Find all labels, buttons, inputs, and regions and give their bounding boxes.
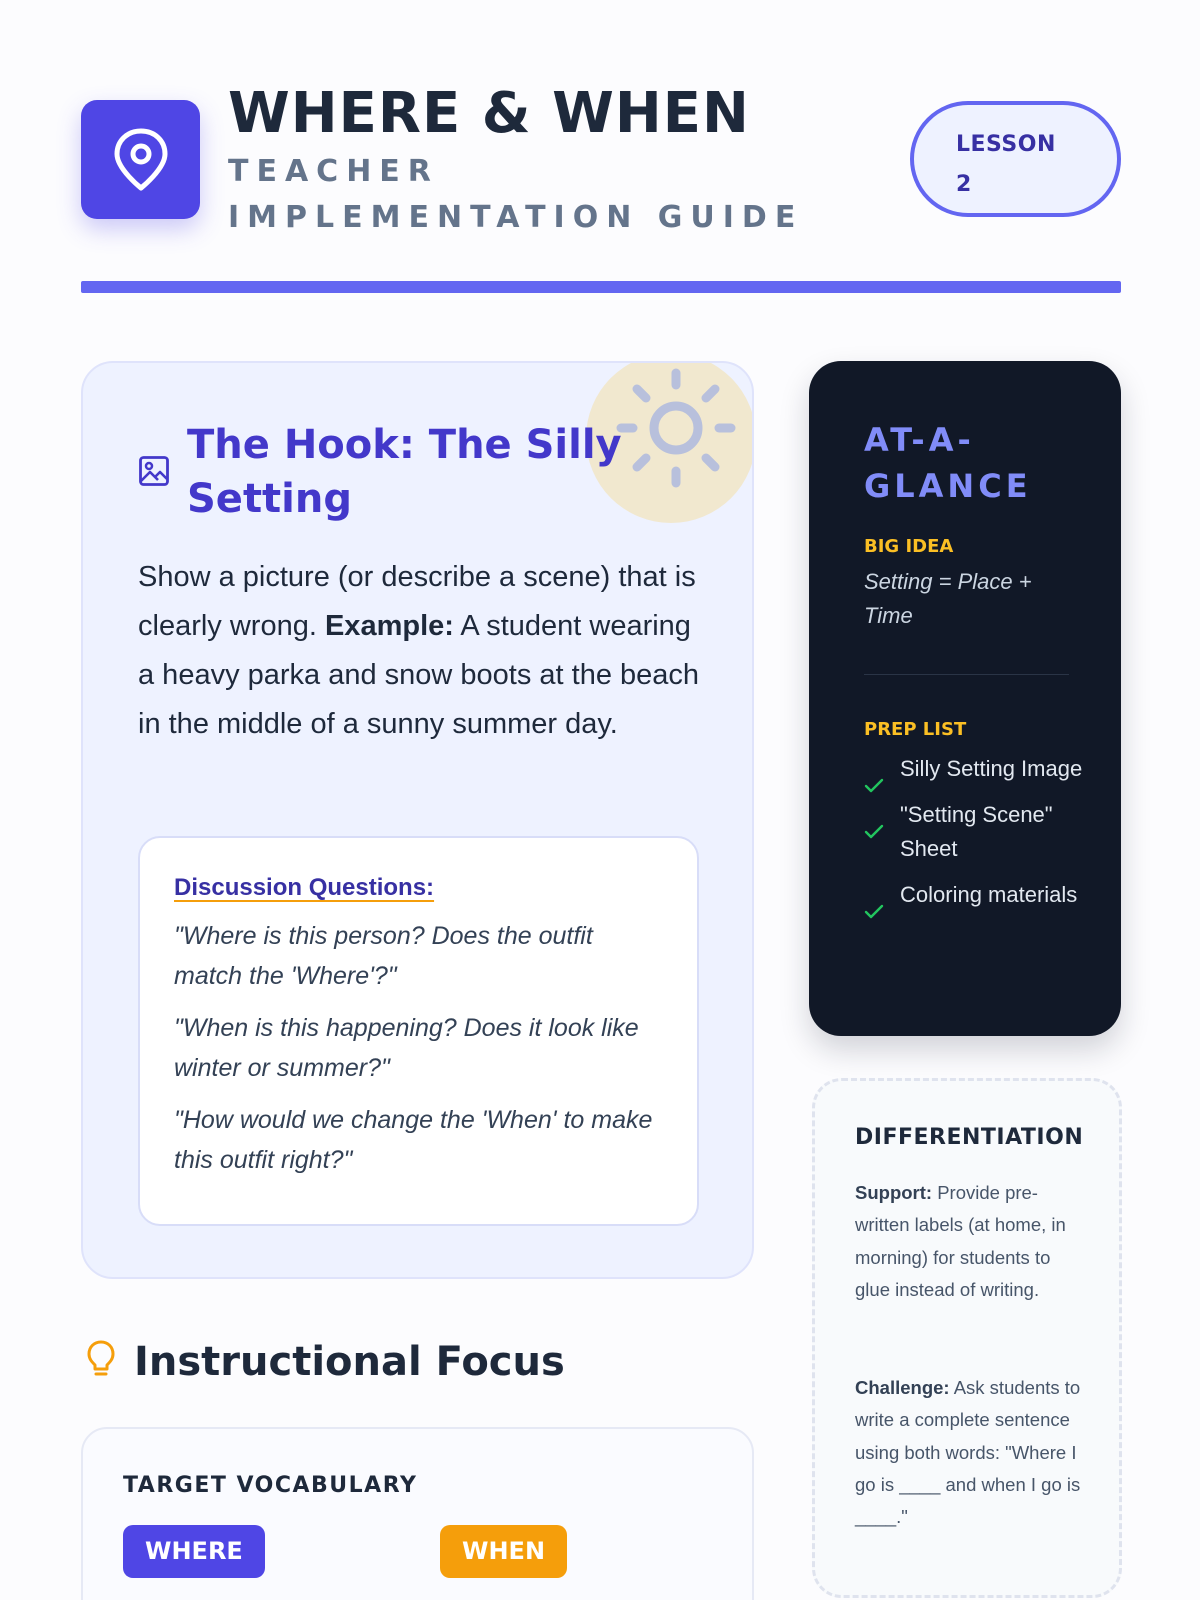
differentiation-card <box>812 1078 1122 1598</box>
discussion-question: "Where is this person? Does the outfit match the 'Where'?" <box>174 922 593 990</box>
hook-card <box>81 361 754 1279</box>
lesson-label: LESSON <box>956 132 1056 157</box>
prep-list-item <box>864 798 1104 866</box>
lesson-badge <box>910 101 1121 217</box>
at-a-glance-card <box>809 361 1121 1036</box>
target-vocabulary-title: TARGET VOCABULARY <box>123 1473 418 1498</box>
image-icon <box>138 455 170 487</box>
prep-item-text: Silly Setting Image <box>900 756 1083 781</box>
prep-item-text: Coloring materials <box>900 882 1078 907</box>
prep-list-label: PREP LIST <box>864 719 967 740</box>
challenge-paragraph <box>855 1372 1085 1533</box>
prep-list-item <box>864 752 1104 786</box>
glance-divider <box>864 674 1069 675</box>
logo-badge <box>81 100 200 219</box>
at-a-glance-title: AT-A-GLANCE <box>864 421 1032 505</box>
page-subtitle: TEACHER IMPLEMENTATION GUIDE <box>228 154 804 235</box>
prep-list <box>864 752 1104 924</box>
support-label: Support: <box>855 1182 933 1203</box>
discussion-question: "When is this happening? Does it look like winter or summer?" <box>174 1014 639 1082</box>
discussion-questions-box <box>138 836 699 1226</box>
discussion-questions-title: Discussion Questions: <box>174 874 435 901</box>
hook-intro: Show a picture (or describe a scene) that is clearly wrong. <box>138 561 696 642</box>
target-vocabulary-card <box>81 1427 754 1600</box>
lesson-number: 2 <box>956 172 972 197</box>
support-paragraph <box>855 1177 1085 1306</box>
big-idea-label: BIG IDEA <box>864 536 954 557</box>
challenge-text: Ask students to write a complete sentence using both words: "Where I go is ____ and when I go is ____." <box>855 1377 1081 1528</box>
example-text: A student wearing a heavy parka and snow boots at the beach in the middle of a sunny summer day. <box>138 610 700 740</box>
hook-description <box>138 553 708 749</box>
map-pin-icon <box>112 127 170 193</box>
vocab-where-badge: WHERE <box>123 1525 265 1578</box>
hook-title: The Hook: The Silly Setting <box>187 422 622 522</box>
example-label: Example: <box>324 610 454 642</box>
header-divider <box>81 281 1121 293</box>
big-idea-text: Setting = Place + Time <box>864 569 1032 628</box>
prep-item-text: "Setting Scene" Sheet <box>900 802 1053 861</box>
check-icon <box>864 778 884 794</box>
check-icon <box>864 904 884 920</box>
check-icon <box>864 824 884 840</box>
differentiation-title: DIFFERENTIATION <box>855 1125 1084 1150</box>
vocab-when-badge: WHEN <box>440 1525 567 1578</box>
sun-icon <box>611 363 741 493</box>
discussion-question: "How would we change the 'When' to make this outfit right?" <box>174 1106 653 1174</box>
page-header <box>81 81 1121 235</box>
lightbulb-icon <box>86 1339 116 1379</box>
instructional-focus-heading: Instructional Focus <box>134 1339 565 1385</box>
prep-list-item <box>864 878 1104 912</box>
challenge-label: Challenge: <box>855 1377 950 1398</box>
page-title: WHERE & WHEN <box>228 81 750 146</box>
support-text: Provide pre-written labels (at home, in morning) for students to glue instead of writing. <box>855 1182 1066 1300</box>
